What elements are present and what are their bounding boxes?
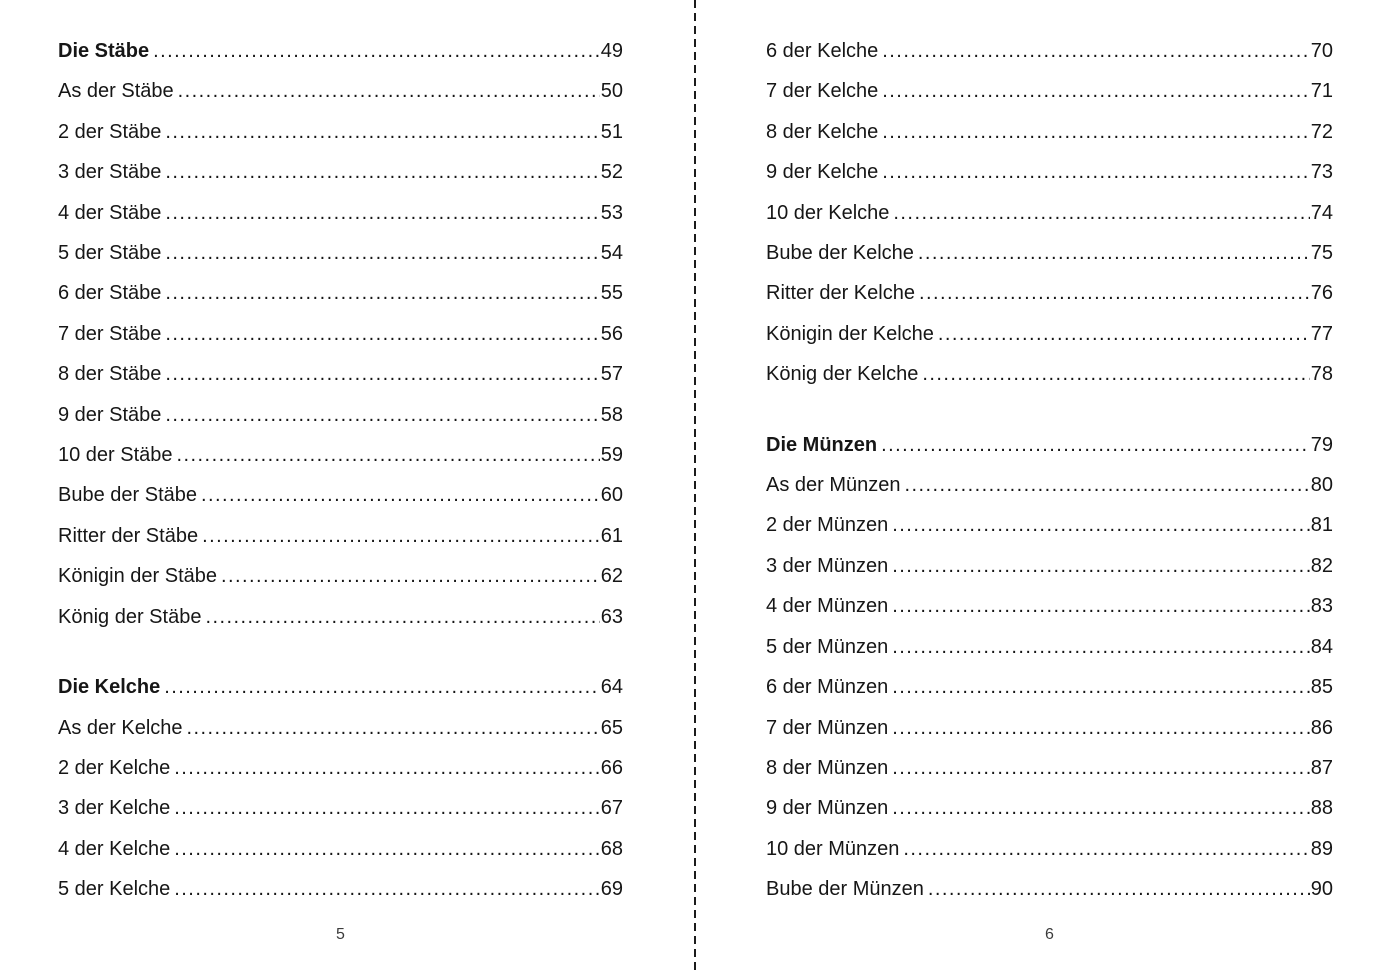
toc-leader-dots — [178, 71, 600, 111]
toc-leader-dots — [892, 627, 1309, 667]
toc-entry-label: 10 der Stäbe — [58, 444, 173, 467]
toc-entry-label: 8 der Kelche — [766, 120, 879, 143]
toc-entry — [58, 152, 623, 192]
toc-entry — [766, 829, 1333, 869]
toc-entry-label: 3 der Münzen — [766, 554, 889, 577]
toc-entry-page-number: 72 — [1310, 120, 1333, 143]
toc-entry-label: Königin der Stäbe — [58, 565, 218, 588]
toc-leader-dots — [164, 667, 599, 707]
toc-entry-page-number: 53 — [600, 201, 623, 224]
toc-entry-label: Die Münzen — [766, 433, 878, 456]
toc-entry-label: 4 der Stäbe — [58, 201, 162, 224]
toc-entry-page-number: 79 — [1310, 433, 1333, 456]
toc-entry-page-number: 61 — [600, 524, 623, 547]
toc-entry-page-number: 66 — [600, 756, 623, 779]
toc-leader-dots — [174, 788, 599, 828]
toc-entry-label: Bube der Kelche — [766, 242, 914, 265]
toc-entry-page-number: 73 — [1310, 161, 1333, 184]
toc-entry-label: Ritter der Kelche — [766, 282, 915, 305]
toc-leader-dots — [201, 475, 600, 515]
toc-entry — [58, 71, 623, 111]
toc-leader-dots — [174, 829, 599, 869]
toc-entry — [766, 314, 1333, 354]
toc-entry — [766, 465, 1333, 505]
page-number-right: 6 — [1045, 926, 1054, 943]
toc-entry — [766, 869, 1333, 909]
toc-leader-dots — [918, 233, 1310, 273]
toc-entry — [58, 667, 623, 707]
toc-leader-dots — [881, 425, 1310, 465]
toc-leader-dots — [165, 233, 599, 273]
toc-entry-label: 2 der Stäbe — [58, 120, 162, 143]
toc-entry — [766, 354, 1333, 394]
toc-entry — [58, 829, 623, 869]
toc-entry-label: 6 der Münzen — [766, 676, 889, 699]
toc-entry-label: 2 der Kelche — [58, 756, 171, 779]
toc-entry-label: 7 der Kelche — [766, 80, 879, 103]
toc-leader-dots — [892, 708, 1309, 748]
toc-entry — [766, 586, 1333, 626]
toc-entry-page-number: 78 — [1310, 363, 1333, 386]
page-number-left: 5 — [336, 926, 345, 943]
toc-entry-page-number: 89 — [1310, 837, 1333, 860]
toc-leader-dots — [892, 546, 1309, 586]
toc-leader-dots — [174, 869, 599, 909]
toc-entry — [766, 505, 1333, 545]
toc-leader-dots — [165, 395, 599, 435]
toc-entry-page-number: 71 — [1310, 80, 1333, 103]
toc-leader-dots — [882, 31, 1309, 71]
toc-entry — [58, 475, 623, 515]
toc-entry — [766, 193, 1333, 233]
toc-leader-dots — [919, 273, 1310, 313]
toc-entry-page-number: 60 — [600, 484, 623, 507]
toc-leader-dots — [165, 112, 599, 152]
toc-entry — [58, 597, 623, 637]
toc-leader-dots — [165, 273, 599, 313]
toc-entry-page-number: 68 — [600, 837, 623, 860]
toc-entry-page-number: 81 — [1310, 514, 1333, 537]
toc-entry — [58, 869, 623, 909]
toc-leader-dots — [174, 748, 599, 788]
toc-entry-page-number: 84 — [1310, 635, 1333, 658]
toc-entry-label: 8 der Münzen — [766, 756, 889, 779]
toc-leader-dots — [882, 152, 1309, 192]
toc-entry-label: 7 der Münzen — [766, 716, 889, 739]
toc-entry-page-number: 70 — [1310, 40, 1333, 62]
toc-entry-label: 5 der Münzen — [766, 635, 889, 658]
toc-entry-page-number: 56 — [600, 322, 623, 345]
toc-leader-dots — [892, 788, 1309, 828]
toc-page-right — [766, 0, 1333, 973]
toc-entry-label: 3 der Kelche — [58, 797, 171, 820]
toc-entry-label: Ritter der Stäbe — [58, 524, 199, 547]
toc-entry — [766, 425, 1333, 465]
toc-entry-label: 2 der Münzen — [766, 514, 889, 537]
toc-entry-page-number: 69 — [600, 878, 623, 901]
toc-leader-dots — [177, 435, 600, 475]
toc-entry-page-number: 90 — [1310, 878, 1333, 901]
toc-entry-label: 10 der Kelche — [766, 201, 890, 224]
toc-entry-page-number: 87 — [1310, 756, 1333, 779]
toc-leader-dots — [221, 556, 600, 596]
toc-entry — [766, 31, 1333, 71]
toc-entry-label: 6 der Kelche — [766, 40, 879, 62]
toc-entry — [766, 788, 1333, 828]
toc-entry — [766, 233, 1333, 273]
toc-entry-label: 4 der Münzen — [766, 595, 889, 618]
toc-entry-page-number: 88 — [1310, 797, 1333, 820]
toc-section-staebe — [58, 31, 623, 637]
toc-entry — [58, 748, 623, 788]
toc-entry — [766, 708, 1333, 748]
toc-entry — [766, 112, 1333, 152]
toc-entry-page-number: 85 — [1310, 676, 1333, 699]
toc-entry-page-number: 59 — [600, 444, 623, 467]
toc-entry-label: Bube der Stäbe — [58, 484, 197, 507]
toc-entry — [766, 627, 1333, 667]
toc-entry-page-number: 63 — [600, 605, 623, 628]
toc-entry-page-number: 50 — [600, 80, 623, 103]
toc-entry — [58, 556, 623, 596]
toc-entry-page-number: 54 — [600, 242, 623, 265]
toc-entry-page-number: 83 — [1310, 595, 1333, 618]
toc-entry — [58, 395, 623, 435]
toc-entry-label: 5 der Kelche — [58, 878, 171, 901]
toc-entry-label: 9 der Münzen — [766, 797, 889, 820]
toc-leader-dots — [882, 112, 1309, 152]
toc-entry — [58, 233, 623, 273]
toc-column-left — [58, 0, 623, 910]
toc-entry-label: 9 der Stäbe — [58, 403, 162, 426]
toc-entry — [58, 516, 623, 556]
toc-entry — [766, 546, 1333, 586]
toc-entry — [766, 667, 1333, 707]
toc-entry — [58, 788, 623, 828]
toc-entry-label: Die Stäbe — [58, 40, 150, 62]
toc-entry-page-number: 52 — [600, 161, 623, 184]
toc-section-kelche — [58, 667, 623, 909]
toc-entry — [58, 193, 623, 233]
toc-leader-dots — [202, 516, 600, 556]
toc-entry-page-number: 74 — [1310, 201, 1333, 224]
toc-entry-label: 8 der Stäbe — [58, 363, 162, 386]
toc-column-right — [766, 0, 1333, 910]
toc-entry — [766, 71, 1333, 111]
toc-entry-page-number: 55 — [600, 282, 623, 305]
toc-entry-page-number: 57 — [600, 363, 623, 386]
toc-leader-dots — [893, 193, 1309, 233]
toc-entry-label: As der Stäbe — [58, 80, 174, 103]
toc-entry-page-number: 51 — [600, 120, 623, 143]
toc-entry — [58, 31, 623, 71]
toc-entry-label: As der Kelche — [58, 716, 183, 739]
toc-leader-dots — [153, 31, 600, 71]
toc-entry-page-number: 62 — [600, 565, 623, 588]
toc-entry-label: As der Münzen — [766, 474, 901, 497]
toc-entry-page-number: 76 — [1310, 282, 1333, 305]
toc-entry-page-number: 65 — [600, 716, 623, 739]
toc-leader-dots — [922, 354, 1309, 394]
toc-entry — [58, 354, 623, 394]
toc-entry-page-number: 67 — [600, 797, 623, 820]
toc-entry-label: 7 der Stäbe — [58, 322, 162, 345]
toc-entry-label: Die Kelche — [58, 676, 161, 699]
toc-entry-label: 5 der Stäbe — [58, 242, 162, 265]
toc-leader-dots — [903, 829, 1309, 869]
toc-entry-label: 3 der Stäbe — [58, 161, 162, 184]
toc-leader-dots — [165, 152, 599, 192]
toc-entry-page-number: 80 — [1310, 474, 1333, 497]
toc-section-kelche-continued — [766, 31, 1333, 395]
toc-leader-dots — [905, 465, 1310, 505]
toc-entry-page-number: 75 — [1310, 242, 1333, 265]
toc-entry-label: König der Kelche — [766, 363, 919, 386]
toc-entry-label: Königin der Kelche — [766, 322, 934, 345]
toc-entry — [58, 112, 623, 152]
toc-entry-label: 9 der Kelche — [766, 161, 879, 184]
toc-leader-dots — [928, 869, 1310, 909]
toc-entry-page-number: 77 — [1310, 322, 1333, 345]
toc-leader-dots — [165, 354, 599, 394]
toc-entry — [58, 708, 623, 748]
toc-entry — [58, 435, 623, 475]
toc-entry — [58, 314, 623, 354]
toc-leader-dots — [187, 708, 600, 748]
toc-entry — [766, 273, 1333, 313]
toc-leader-dots — [882, 71, 1309, 111]
toc-entry-page-number: 86 — [1310, 716, 1333, 739]
toc-section-muenzen — [766, 425, 1333, 910]
toc-leader-dots — [165, 193, 599, 233]
toc-entry-page-number: 49 — [600, 40, 623, 62]
toc-entry — [58, 273, 623, 313]
page-fold-dashed-divider — [694, 0, 696, 973]
toc-entry-page-number: 58 — [600, 403, 623, 426]
toc-entry-label: 4 der Kelche — [58, 837, 171, 860]
toc-leader-dots — [205, 597, 599, 637]
toc-leader-dots — [892, 586, 1309, 626]
toc-leader-dots — [892, 748, 1309, 788]
toc-page-left — [58, 0, 623, 973]
toc-entry — [766, 748, 1333, 788]
toc-entry-label: 10 der Münzen — [766, 837, 900, 860]
toc-entry — [766, 152, 1333, 192]
toc-entry-page-number: 64 — [600, 676, 623, 699]
toc-leader-dots — [938, 314, 1310, 354]
toc-entry-label: 6 der Stäbe — [58, 282, 162, 305]
toc-leader-dots — [892, 667, 1309, 707]
toc-leader-dots — [165, 314, 599, 354]
toc-leader-dots — [892, 505, 1309, 545]
toc-entry-page-number: 82 — [1310, 554, 1333, 577]
toc-entry-label: Bube der Münzen — [766, 878, 924, 901]
toc-entry-label: König der Stäbe — [58, 605, 202, 628]
